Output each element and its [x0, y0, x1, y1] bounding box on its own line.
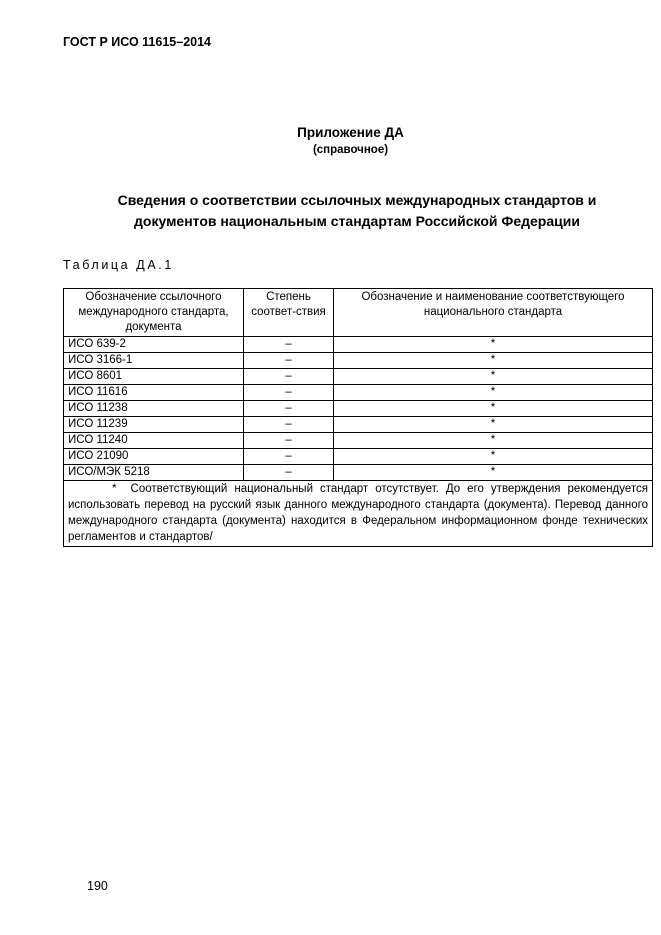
cell-degree-of-conformity: –: [244, 369, 334, 385]
cell-national-standard: *: [334, 433, 653, 449]
cell-reference-standard: ИСО 21090: [64, 449, 244, 465]
cell-national-standard: *: [334, 385, 653, 401]
table-row: [64, 401, 653, 417]
table-footnote: [64, 481, 653, 547]
header-degree-of-conformity: Степень соответ-ствия: [244, 289, 334, 337]
table-row: [64, 369, 653, 385]
cell-national-standard: *: [334, 465, 653, 481]
appendix-subtitle: (справочное): [312, 144, 389, 156]
cell-national-standard: *: [334, 353, 653, 369]
section-title-line1: Сведения о соответствии ссылочных международных стандартов и: [117, 192, 597, 208]
table-row: [64, 449, 653, 465]
table-row: [64, 353, 653, 369]
cell-degree-of-conformity: –: [244, 449, 334, 465]
cell-national-standard: *: [334, 401, 653, 417]
footnote-row: [64, 481, 653, 547]
cell-reference-standard: ИСО 11616: [64, 385, 244, 401]
table-row: [64, 385, 653, 401]
cell-national-standard: *: [334, 417, 653, 433]
cell-degree-of-conformity: –: [244, 417, 334, 433]
cell-degree-of-conformity: –: [244, 433, 334, 449]
header-reference-standard: Обозначение ссылочного международного стандарта, документа: [64, 289, 244, 337]
cell-degree-of-conformity: –: [244, 353, 334, 369]
cell-reference-standard: ИСО 11238: [64, 401, 244, 417]
header-national-standard: Обозначение и наименование соответствующего национального стандарта: [334, 289, 653, 337]
cell-degree-of-conformity: –: [244, 385, 334, 401]
section-title: [62, 190, 652, 232]
table-row: [64, 417, 653, 433]
cell-reference-standard: ИСО 639-2: [64, 337, 244, 353]
table-row: [64, 337, 653, 353]
table-header-row: [64, 289, 653, 337]
table-row: [64, 433, 653, 449]
cell-national-standard: *: [334, 369, 653, 385]
section-title-line2: документов национальным стандартам Российской Федерации: [134, 213, 580, 229]
table-body: [64, 337, 653, 481]
standards-table: [63, 288, 653, 547]
cell-national-standard: *: [334, 337, 653, 353]
table-caption: Таблица ДА.1: [63, 258, 174, 272]
cell-reference-standard: ИСО 3166-1: [64, 353, 244, 369]
table-row: [64, 465, 653, 481]
cell-reference-standard: ИСО 11240: [64, 433, 244, 449]
footnote-marker: *: [112, 483, 117, 495]
cell-reference-standard: ИСО 8601: [64, 369, 244, 385]
cell-reference-standard: ИСО/МЭК 5218: [64, 465, 244, 481]
cell-degree-of-conformity: –: [244, 401, 334, 417]
page-number: 190: [87, 879, 108, 893]
cell-national-standard: *: [334, 449, 653, 465]
page-header: ГОСТ Р ИСО 11615–2014: [63, 35, 212, 49]
footnote-text: Соответствующий национальный стандарт отсутствует. До его утверждения рекомендуется использовать перевод на русский язык данного международного стандарта (документа). Перевод данного международного стандарта (документа) находится в Федеральном информационном фонде технических регламентов и стандартов/: [68, 483, 648, 543]
appendix-title: Приложение ДА: [297, 125, 404, 140]
cell-reference-standard: ИСО 11239: [64, 417, 244, 433]
cell-degree-of-conformity: –: [244, 337, 334, 353]
cell-degree-of-conformity: –: [244, 465, 334, 481]
